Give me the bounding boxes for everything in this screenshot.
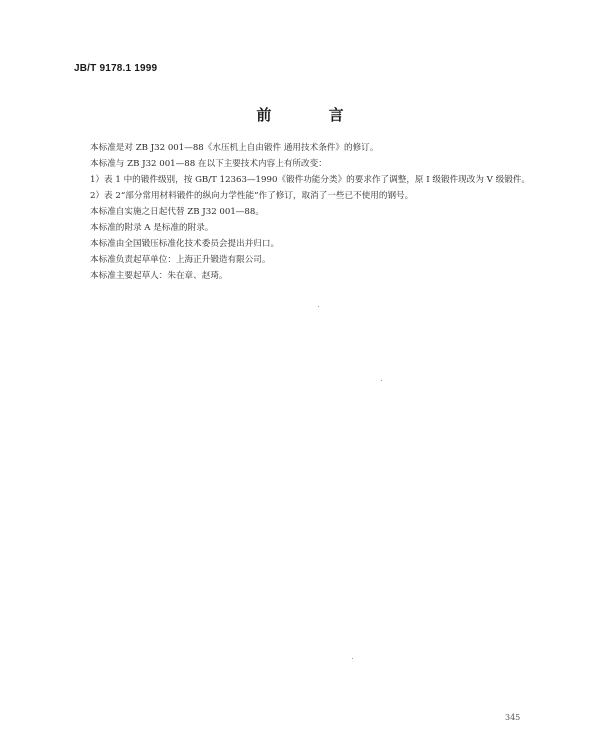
paragraph-drafting-unit: 本标准负责起草单位：上海正升锻造有限公司。 [90,255,271,265]
scan-speck [318,306,319,307]
paragraph-supersedes: 本标准自实施之日起代替 ZB J32 001—88。 [90,207,264,217]
paragraph-proposed-by: 本标准由全国锻压标准化技术委员会提出并归口。 [90,239,280,249]
paragraph-change-2: 2）表 2“部分常用材料锻件的纵向力学性能”作了修订，取消了一些已不使用的钢号。 [90,191,414,201]
paragraph-changes-intro: 本标准与 ZB J32 001—88 在以下主要技术内容上有所改变： [90,159,327,169]
paragraph-drafters: 本标准主要起草人：朱在章、赵琦。 [90,271,228,281]
page-title: 前 言 [256,106,370,124]
scan-speck [352,658,353,659]
paragraph-change-1: 1）表 1 中的锻件级别，按 GB/T 12363—1990《锻件功能分类》的要求作了调整，原 I 级锻件现改为 V 级锻件。 [90,175,530,185]
scan-speck [381,380,382,381]
paragraph-revision-statement: 本标准是对 ZB J32 001—88《水压机上自由锻件 通用技术条件》的修订。 [90,143,379,153]
paragraph-appendix: 本标准的附录 A 是标准的附录。 [90,223,214,233]
foreword-body [73,140,533,284]
standard-code: JB/T 9178.1 1999 [74,63,158,74]
page-number: 345 [505,713,521,722]
